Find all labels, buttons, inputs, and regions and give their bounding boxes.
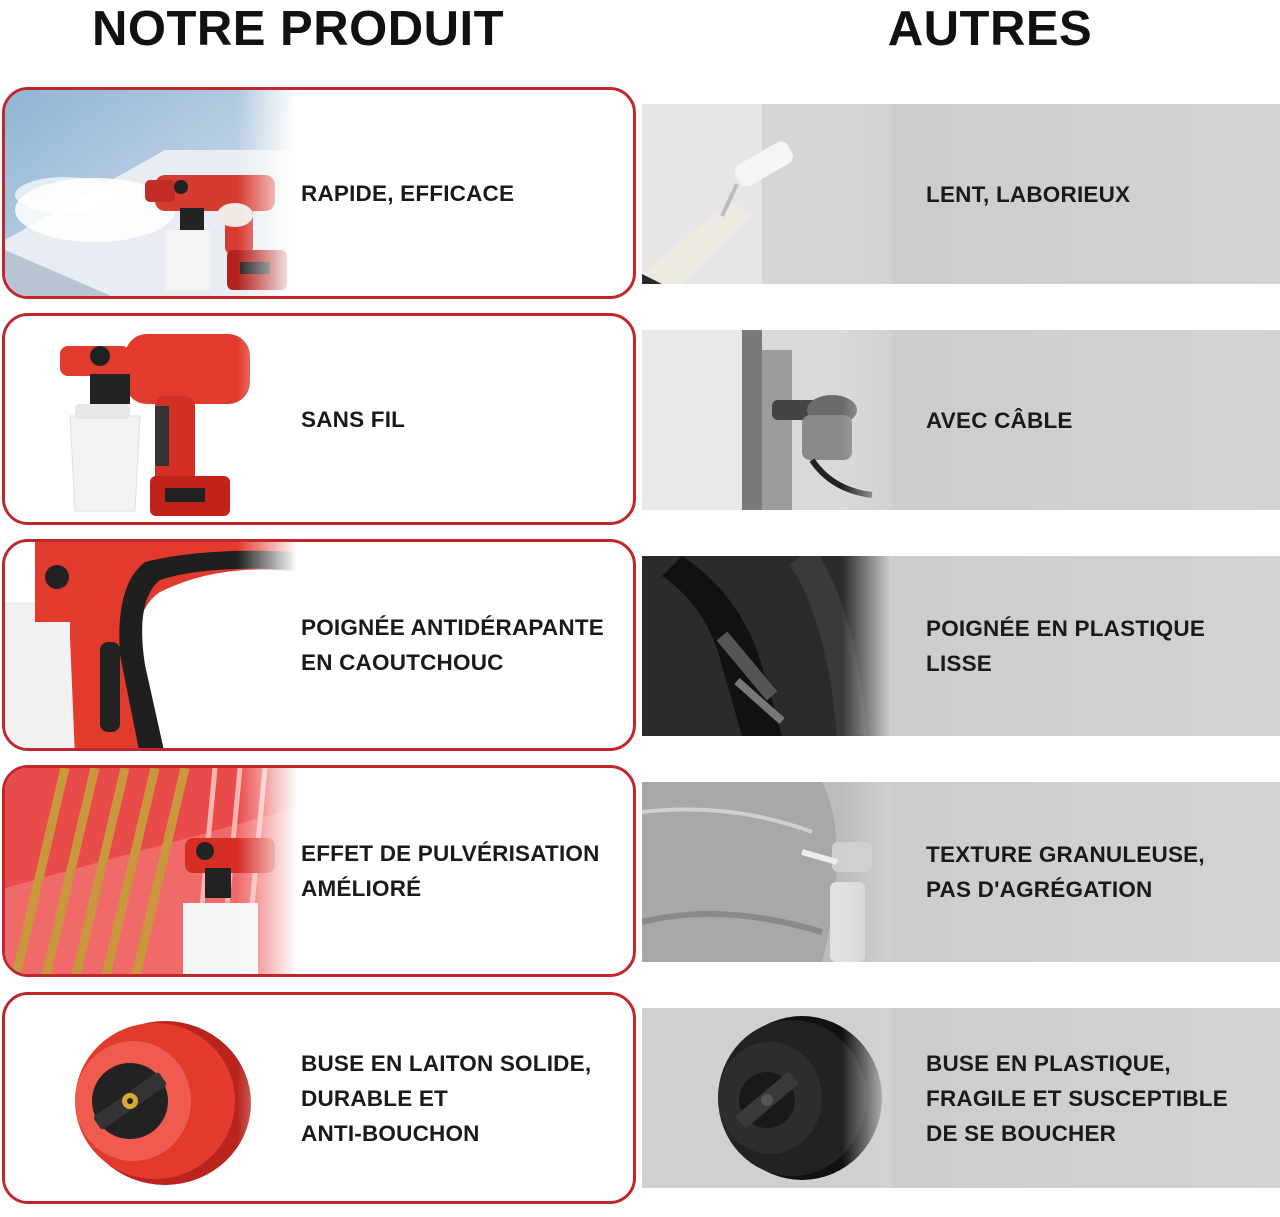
other-feature-band-speed bbox=[642, 104, 1280, 284]
other-feature-text: BUSE EN PLASTIQUE, FRAGILE ET SUSCEPTIBLE DE SE BOUCHER bbox=[926, 1050, 1228, 1146]
our-product-card-speed bbox=[2, 87, 636, 299]
others-title: AUTRES bbox=[887, 2, 1093, 56]
plastic-grip-photo bbox=[642, 556, 892, 736]
our-product-card-spray bbox=[2, 765, 636, 977]
red-nozzle-photo bbox=[5, 995, 297, 1201]
spray-on-car-photo bbox=[642, 782, 892, 962]
cordless-spray-gun-photo bbox=[5, 316, 297, 522]
our-feature-text: EFFET DE PULVÉRISATION AMÉLIORÉ bbox=[301, 841, 600, 901]
our-product-card-cordless bbox=[2, 313, 636, 525]
our-feature-text: BUSE EN LAITON SOLIDE, DURABLE ET ANTI-BOUCHON bbox=[301, 1050, 592, 1146]
our-feature-text: POIGNÉE ANTIDÉRAPANTE EN CAOUTCHOUC bbox=[301, 615, 604, 675]
other-feature-band-texture bbox=[642, 782, 1280, 962]
spray-gun-painting-photo bbox=[5, 90, 297, 296]
our-product-card-nozzle bbox=[2, 992, 636, 1204]
black-nozzle-photo bbox=[642, 1008, 892, 1188]
corded-spray-gun-photo bbox=[642, 330, 892, 510]
our-product-title: NOTRE PRODUIT bbox=[91, 2, 505, 56]
our-feature-text: SANS FIL bbox=[301, 406, 406, 432]
rubber-grip-photo bbox=[5, 542, 297, 748]
other-feature-band-cord bbox=[642, 330, 1280, 510]
our-product-card-grip bbox=[2, 539, 636, 751]
our-feature-text: RAPIDE, EFFICACE bbox=[301, 180, 515, 206]
other-feature-band-grip bbox=[642, 556, 1280, 736]
other-feature-text: AVEC CÂBLE bbox=[926, 407, 1073, 433]
other-feature-band-nozzle bbox=[642, 1008, 1280, 1188]
spray-on-railing-photo bbox=[5, 768, 297, 974]
other-feature-text: LENT, LABORIEUX bbox=[926, 181, 1131, 207]
other-feature-text: POIGNÉE EN PLASTIQUE LISSE bbox=[926, 616, 1206, 676]
paint-roller-photo bbox=[642, 104, 892, 284]
other-feature-text: TEXTURE GRANULEUSE, PAS D'AGRÉGATION bbox=[926, 842, 1205, 902]
